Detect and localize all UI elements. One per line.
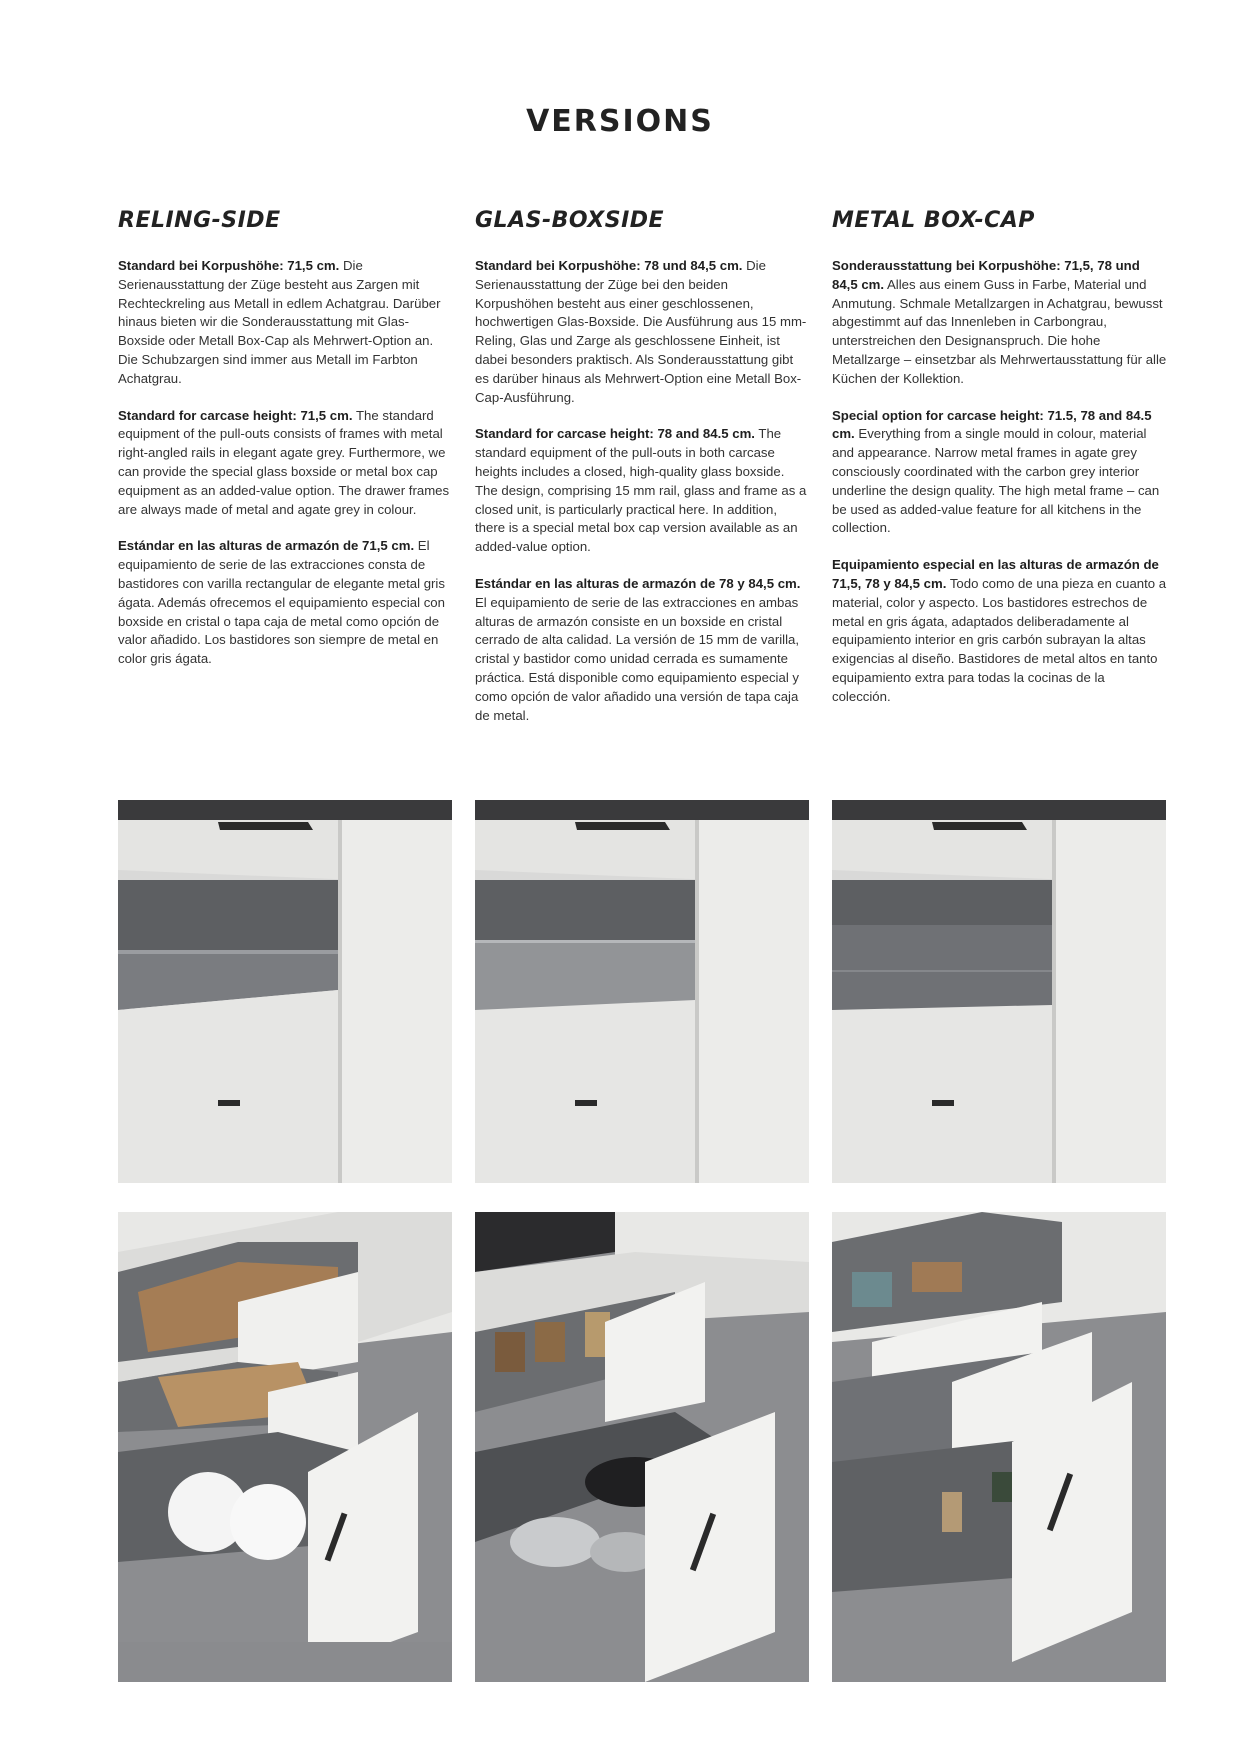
page-title: VERSIONS <box>526 104 714 139</box>
photo-glas-boxside-drawers <box>475 1212 809 1682</box>
column-heading: METAL BOX-CAP <box>832 208 1035 233</box>
column-glas-boxside <box>475 208 810 743</box>
photo-metal-box-cap-drawers <box>832 1212 1166 1682</box>
column-metal-box-cap <box>832 208 1167 725</box>
paragraph-de: Sonderausstattung bei Korpushöhe: 71,5, 78 und 84,5 cm. Alles aus einem Guss in Farbe, Material und Anmutung. Schmale Metallzargen in Achatgrau, bewusst abgestimmt auf das Innenleben in Carbongrau, unterstreichen den Designanspruch. Die hohe Metallzarge – einsetzbar als Mehrwertausstattung für alle Küchen der Kollektion. <box>832 258 1167 386</box>
photo-reling-side-detail <box>118 800 452 1183</box>
paragraph-es: Equipamiento especial en las alturas de armazón de 71,5, 78 y 84,5 cm. Todo como de una pieza en cuanto a material, color y aspecto. Los bastidores estrechos de metal en gris ágata, adaptados deliberadamente al equipamiento interior en gris carbón subrayan la altas exigencias al diseño. Bastidores de metal altos en tanto equipamiento extra para todas la cocinas de la colección. <box>832 557 1167 704</box>
column-heading: RELING-SIDE <box>118 208 281 233</box>
paragraph-de: Standard bei Korpushöhe: 78 und 84,5 cm. Die Serienausstattung der Züge bei den beiden Korpushöhen besteht aus einer geschlossenen, hochwertigen Glas-Boxside. Die Ausführung aus 15 mm-Reling, Glas und Zarge als geschlossene Einheit, ist dabei besonders praktisch. Als Sonderausstattung gibt es darüber hinaus als Mehrwert-Option eine Metall Box-Cap-Ausführung. <box>475 258 807 405</box>
photo-metal-box-cap-detail <box>832 800 1166 1183</box>
photo-reling-side-drawers <box>118 1212 452 1682</box>
paragraph-es: Estándar en las alturas de armazón de 71,5 cm. El equipamiento de serie de las extracciones consta de bastidores con varilla rectangular de elegante metal gris ágata. Además ofrecemos el equipamiento especial con boxside en cristal o tapa caja de metal como opción de valor añadido. Los bastidores son siempre de metal en color gris ágata. <box>118 538 445 667</box>
column-reling-side <box>118 208 453 687</box>
column-heading: GLAS-BOXSIDE <box>475 208 665 233</box>
paragraph-en: Special option for carcase height: 71.5, 78 and 84.5 cm. Everything from a single mould in colour, material and appearance. Narrow metal frames in agate grey consciously coordinated with the carbon grey interior underline the design quality. The high metal frame – can be used as added-value feature for all kitchens in the collection. <box>832 407 1160 536</box>
paragraph-en: Standard for carcase height: 71,5 cm. The standard equipment of the pull-outs consists of frames with metal right-angled rails in elegant agate grey. Furthermore, we can provide the special glass boxside or metal box cap equipment as an added-value option. The drawer frames are always made of metal and agate grey in colour. <box>118 407 450 517</box>
photo-glas-boxside-detail <box>475 800 809 1183</box>
paragraph-de: Standard bei Korpushöhe: 71,5 cm. Die Serienausstattung der Züge besteht aus Zargen mit Rechteckreling aus Metall in edlem Achatgrau. Darüber hinaus bieten wir die Sonderausstattung mit Glas-Boxside oder Metall Box-Cap als Mehrwert-Option an. Die Schubzargen sind immer aus Metall im Farbton Achatgrau. <box>118 258 441 386</box>
paragraph-en: Standard for carcase height: 78 and 84.5 cm. The standard equipment of the pull-outs in both carcase heights includes a closed, high-quality glass boxside. The design, comprising 15 mm rail, glass and frame as a closed unit, is particularly practical here. In addition, there is a special metal box cap version available as an added-value option. <box>475 426 807 555</box>
paragraph-es: Estándar en las alturas de armazón de 78 y 84,5 cm. El equipamiento de serie de las extracciones en ambas alturas de armazón consiste en un boxside en cristal cerrado de alta calidad. La versión de 15 mm de varilla, cristal y bastidor como unidad cerrada es sumamente práctica. Está disponible como equipamiento especial y como opción de valor añadido una versión de tapa caja de metal. <box>475 575 801 723</box>
